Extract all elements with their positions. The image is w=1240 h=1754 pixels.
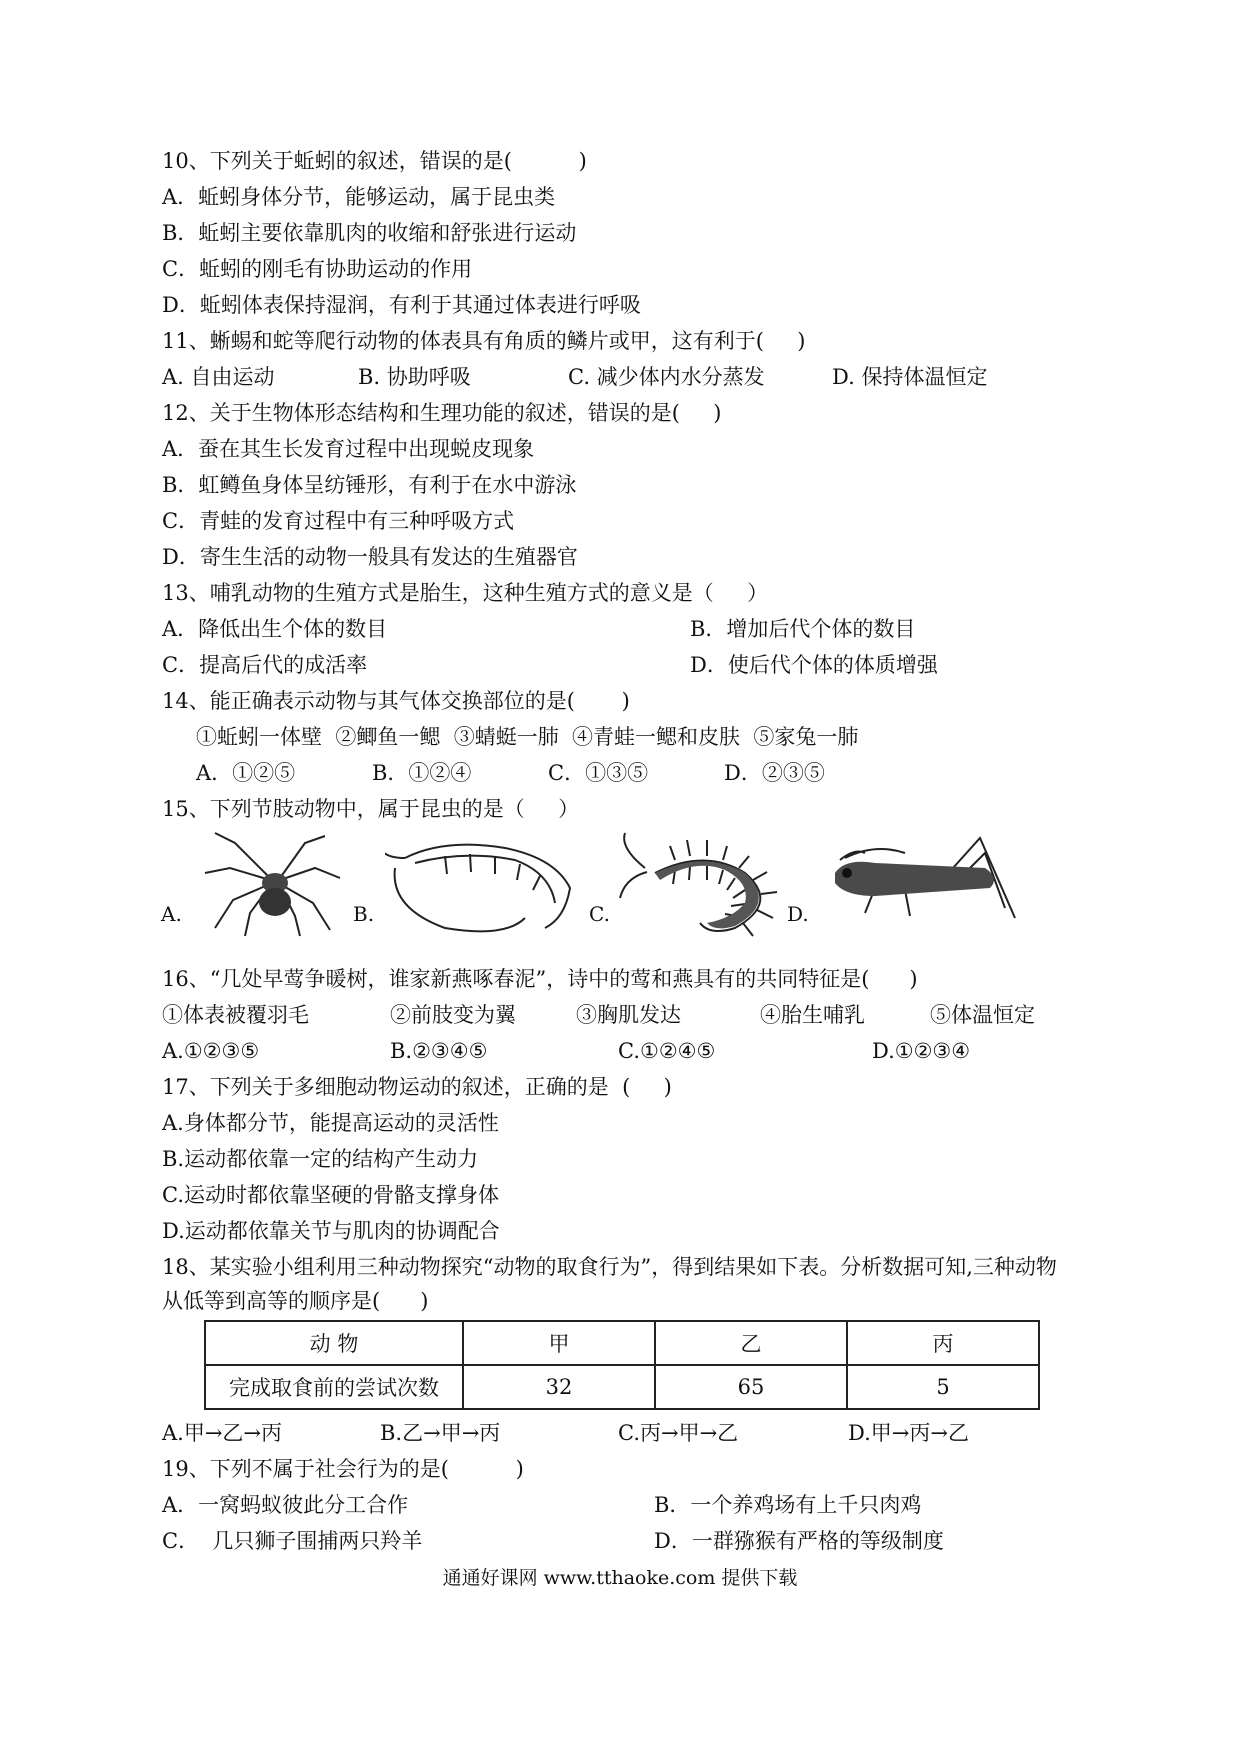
q13-option-b: B．增加后代个体的数目 (690, 617, 916, 641)
q11-stem: 11、蜥蜴和蛇等爬行动物的体表具有角质的鳞片或甲，这有利于( ) (162, 329, 806, 353)
q14-option-b: B．①②④ (372, 761, 472, 785)
q13-option-a: A．降低出生个体的数目 (162, 617, 388, 641)
q18-option-c: C.丙→甲→乙 (618, 1421, 739, 1445)
q10-option-a: A．蚯蚓身体分节，能够运动，属于昆虫类 (162, 185, 556, 209)
table-header-row (205, 1321, 1039, 1365)
table-header-cell: 乙 (655, 1321, 847, 1365)
q16-stem: 16、“几处早莺争暖树，谁家新燕啄春泥”，诗中的莺和燕具有的共同特征是( ) (162, 967, 918, 991)
q10-option-c: C．蚯蚓的刚毛有协助运动的作用 (162, 257, 473, 281)
q19-option-c: C． 几只狮子围捕两只羚羊 (162, 1529, 423, 1553)
q12-option-b: B．虹鳟鱼身体呈纺锤形，有利于在水中游泳 (162, 473, 577, 497)
q19-option-d: D．一群猕猴有严格的等级制度 (654, 1529, 944, 1553)
q16-item-5: ⑤体温恒定 (930, 1003, 1035, 1027)
q19-option-a: A．一窝蚂蚁彼此分工合作 (162, 1493, 409, 1517)
table-cell: 65 (655, 1365, 847, 1409)
q15-label-b: B. (353, 902, 375, 926)
q18-option-a: A.甲→乙→丙 (162, 1421, 283, 1445)
q19-option-b: B．一个养鸡场有上千只肉鸡 (654, 1493, 922, 1517)
q11-option-c: C. 减少体内水分蒸发 (568, 365, 765, 389)
q17-option-a: A.身体都分节，能提高运动的灵活性 (162, 1111, 499, 1135)
table-header-cell: 动 物 (205, 1321, 463, 1365)
q15-label-d: D. (787, 902, 809, 926)
q16-item-2: ②前肢变为翼 (390, 1003, 516, 1027)
table-cell: 5 (847, 1365, 1039, 1409)
q16-option-d: D.①②③④ (872, 1039, 971, 1063)
q11-option-a: A. 自由运动 (162, 365, 275, 389)
q15-stem: 15、下列节肢动物中，属于昆虫的是（ ） (162, 797, 580, 821)
q15-figure-row (155, 828, 1055, 938)
q16-option-b: B.②③④⑤ (390, 1039, 488, 1063)
q16-item-4: ④胎生哺乳 (760, 1003, 865, 1027)
q17-option-b: B.运动都依靠一定的结构产生动力 (162, 1147, 479, 1171)
q13-option-d: D．使后代个体的体质增强 (690, 653, 938, 677)
q15-label-c: C. (589, 902, 610, 926)
q14-stem: 14、能正确表示动物与其气体交换部位的是( ) (162, 689, 630, 713)
q11-option-b: B. 协助呼吸 (358, 365, 471, 389)
grasshopper-illustration (815, 828, 1025, 938)
q13-option-c: C．提高后代的成活率 (162, 653, 368, 677)
q18-data-table (204, 1320, 1040, 1410)
shrimp-illustration (385, 828, 585, 938)
q16-item-3: ③胸肌发达 (576, 1003, 681, 1027)
q17-stem: 17、下列关于多细胞动物运动的叙述，正确的是 ( ) (162, 1075, 672, 1099)
q14-items: ①蚯蚓一体壁 ②鲫鱼一鳃 ③蜻蜓一肺 ④青蛙一鳃和皮肤 ⑤家兔一肺 (196, 725, 859, 749)
footer-source: 通通好课网 www.tthaoke.com 提供下载 (442, 1567, 798, 1589)
q18-stem-line-1: 18、某实验小组利用三种动物探究“动物的取食行为”，得到结果如下表。分析数据可知,三种动物 (162, 1255, 1057, 1279)
q10-option-d: D．蚯蚓体表保持湿润，有利于其通过体表进行呼吸 (162, 293, 641, 317)
q10-stem: 10、下列关于蚯蚓的叙述，错误的是( ) (162, 149, 587, 173)
q16-option-c: C.①②④⑤ (618, 1039, 716, 1063)
q14-option-c: C．①③⑤ (548, 761, 649, 785)
q15-label-a: A. (161, 902, 182, 926)
q18-stem-line-2: 从低等到高等的顺序是( ) (162, 1289, 429, 1313)
q16-option-a: A.①②③⑤ (162, 1039, 260, 1063)
q12-option-d: D．寄生生活的动物一般具有发达的生殖器官 (162, 545, 578, 569)
table-row (205, 1365, 1039, 1409)
q14-option-d: D．②③⑤ (724, 761, 825, 785)
q14-option-a: A．①②⑤ (196, 761, 296, 785)
q13-stem: 13、哺乳动物的生殖方式是胎生，这种生殖方式的意义是（ ） (162, 581, 769, 605)
q17-option-c: C.运动时都依靠坚硬的骨骼支撑身体 (162, 1183, 499, 1207)
q12-option-a: A．蚕在其生长发育过程中出现蜕皮现象 (162, 437, 535, 461)
q10-option-b: B．蚯蚓主要依靠肌肉的收缩和舒张进行运动 (162, 221, 577, 245)
centipede-illustration (615, 828, 785, 938)
table-cell: 32 (463, 1365, 655, 1409)
q17-option-d: D.运动都依靠关节与肌肉的协调配合 (162, 1219, 500, 1243)
spider-illustration (195, 828, 345, 938)
q12-stem: 12、关于生物体形态结构和生理功能的叙述，错误的是( ) (162, 401, 722, 425)
q11-option-d: D. 保持体温恒定 (832, 365, 988, 389)
table-header-cell: 甲 (463, 1321, 655, 1365)
q12-option-c: C．青蛙的发育过程中有三种呼吸方式 (162, 509, 515, 533)
q18-option-d: D.甲→丙→乙 (848, 1421, 969, 1445)
q16-item-1: ①体表被覆羽毛 (162, 1003, 309, 1027)
table-cell: 完成取食前的尝试次数 (205, 1365, 463, 1409)
q18-option-b: B.乙→甲→丙 (380, 1421, 501, 1445)
table-header-cell: 丙 (847, 1321, 1039, 1365)
q19-stem: 19、下列不属于社会行为的是( ) (162, 1457, 524, 1481)
